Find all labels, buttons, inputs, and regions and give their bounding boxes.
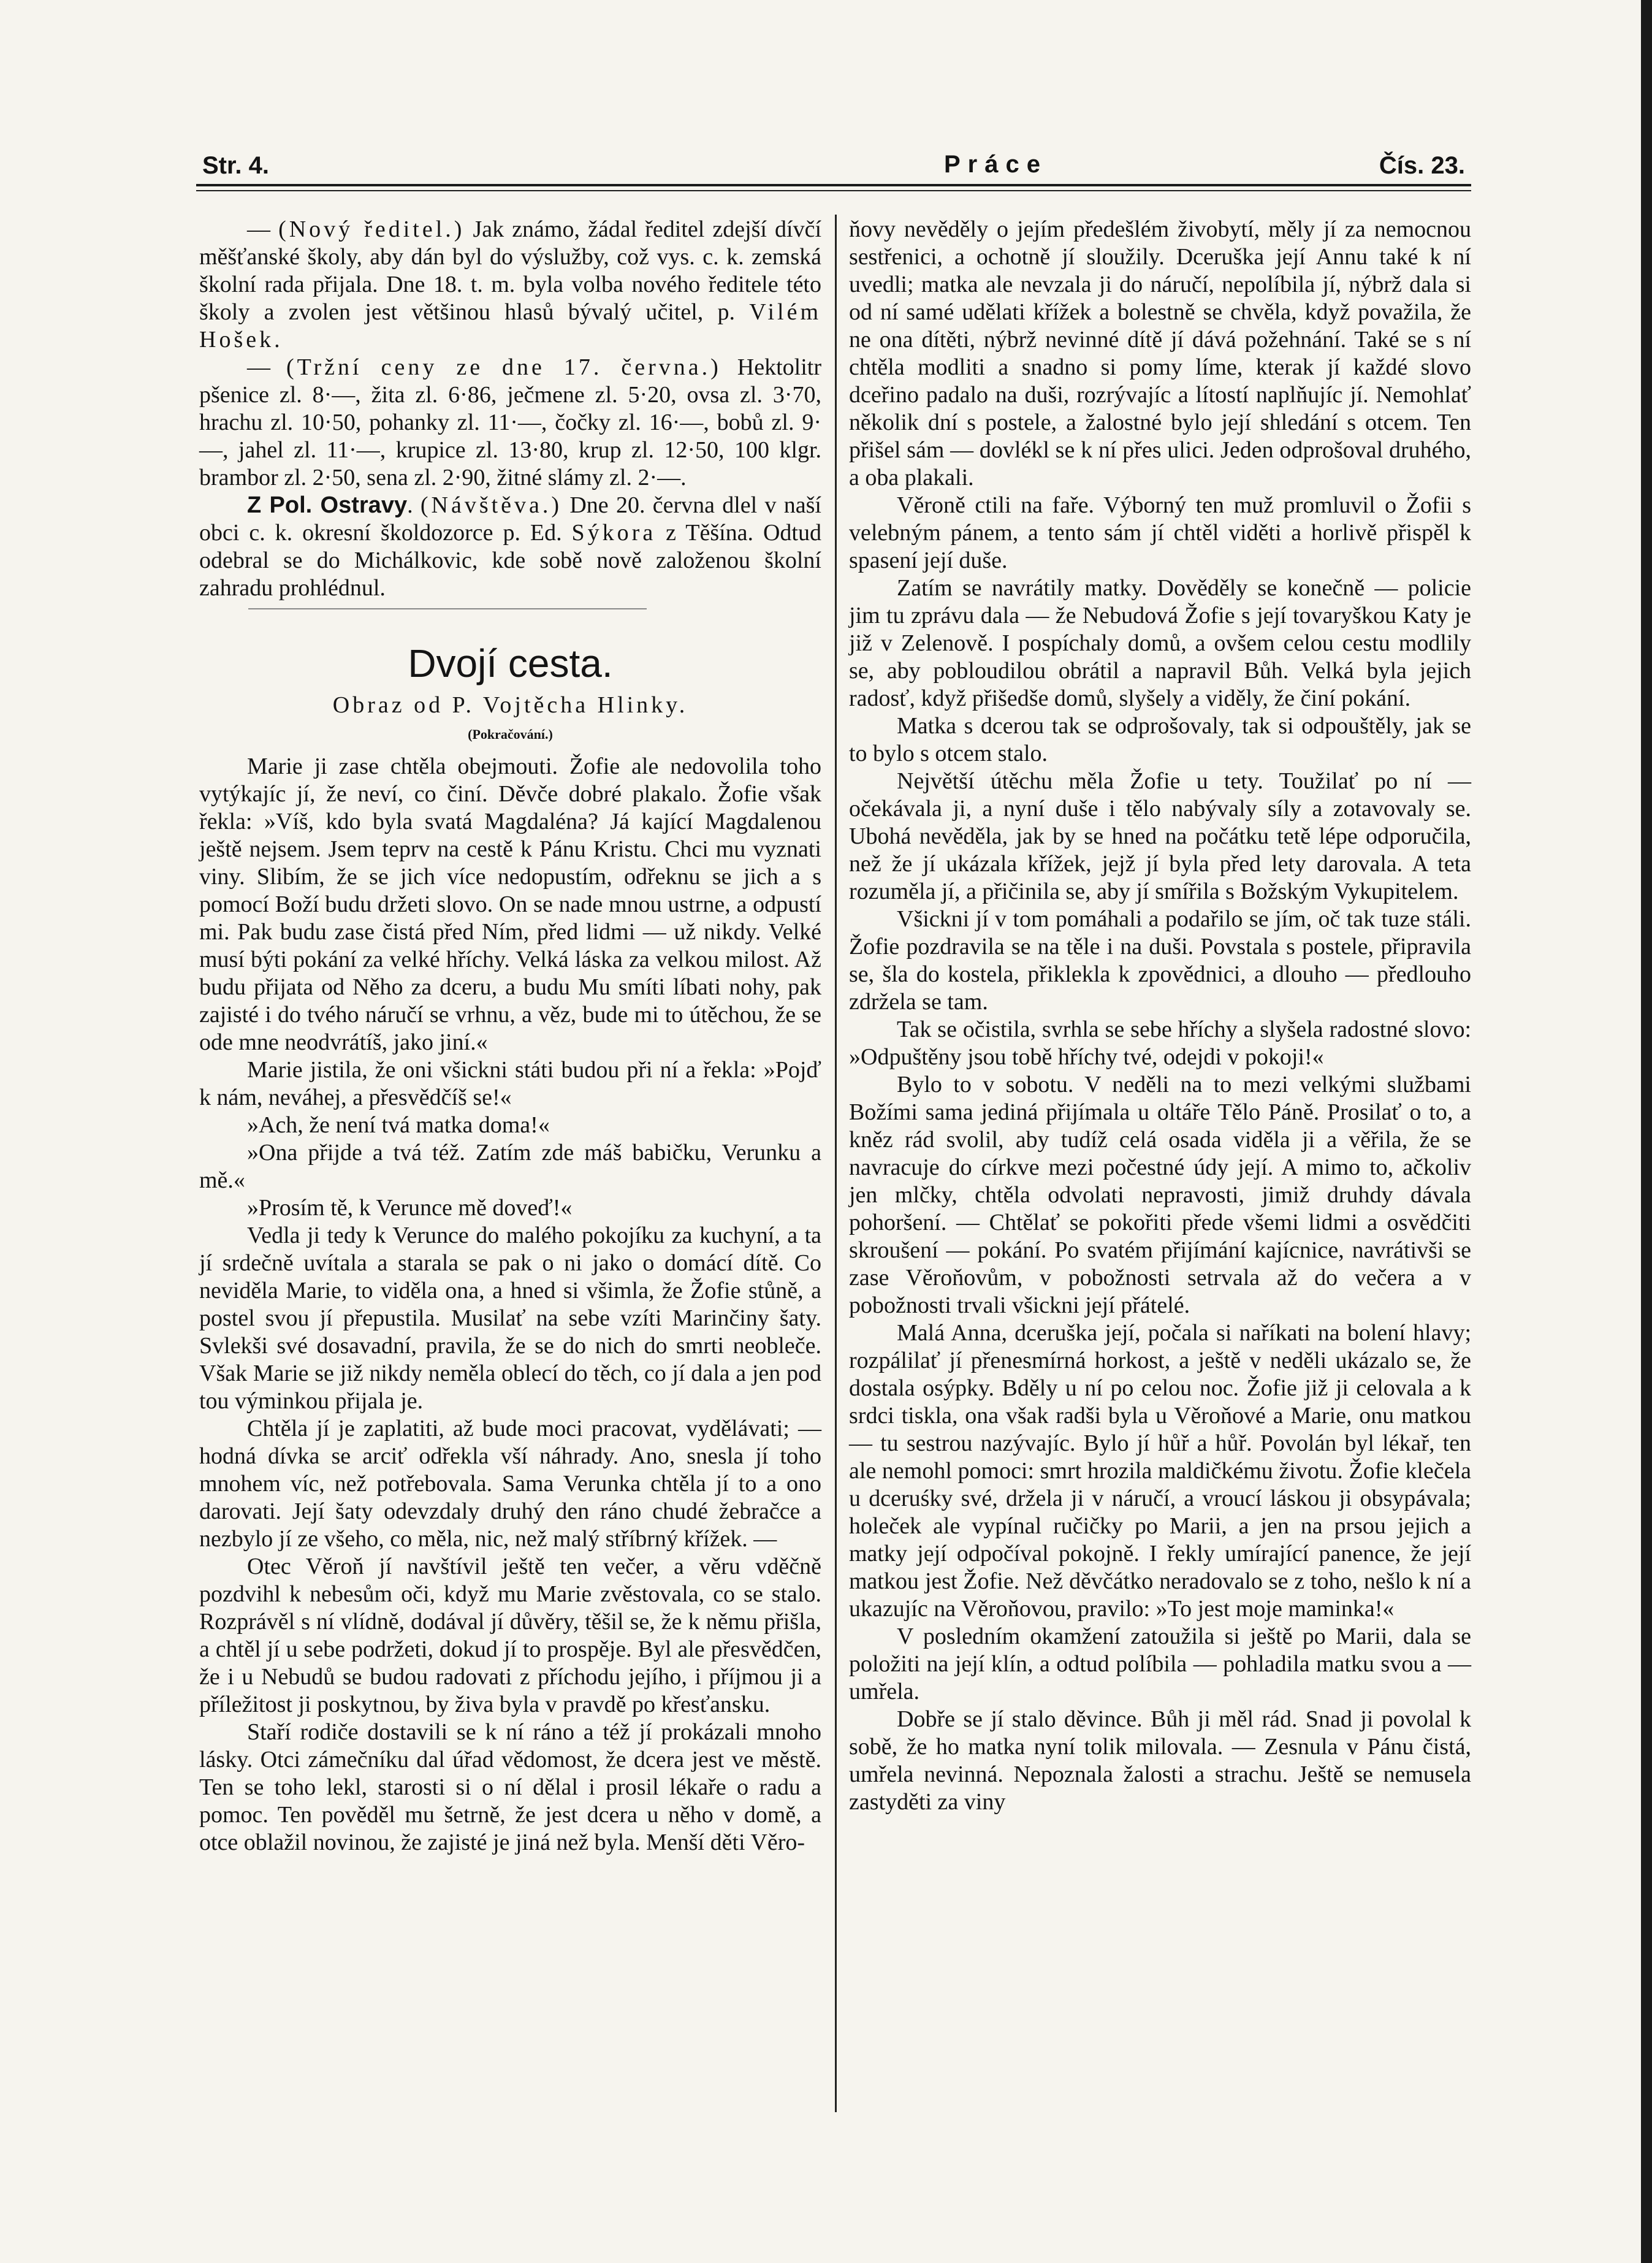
article-paragraph: Matka s dcerou tak se odprošovaly, tak si odpouštěly, jak se to bylo s otcem stalo. xyxy=(849,713,1471,766)
article-paragraph: Chtěla jí je zaplatiti, až bude moci pracovat, vydělávati; — hodná dívka se arciť odřekla vší náhrady. Ano, snesla jí toho mnohem víc, než potřebovala. Sama Verunka chtěla jí to a ono darovati. Její šaty odevzdaly druhý den ráno chudé žebračce a nezbylo jí ze všeho, co měla, nic, než malý stříbrný křížek. — xyxy=(199,1416,821,1552)
column-divider xyxy=(835,215,837,2112)
article-paragraph: Marie ji zase chtěla obejmouti. Žofie ale nedovolila toho vytýkajíc jí, že neví, co činí. Děvče dobré plakalo. Žofie však řekla: »Víš, kdo byla svatá Magdaléna? Já kající Magdalenou ještě nejsem. Jsem teprv na cestě k Pánu Kristu. Chci mu vyznati viny. Slibím, že se jich více nedopustím, odřeknu se jich a s pomocí Boží budu držeti slovo. On se nade mnou ustrne, a odpustí mi. Pak budu zase čistá před Ním, před lidmi — už nikdy. Velké musí býti pokání za velké hříchy. Velká láska za velkou milost. Až budu přijata od Něho za dceru, a budu Mu smíti líbati nohy, pak zajisté i do tvého náručí se vrhnu, a věz, bude mi to útěchou, že se ode mne neodvrátíš, jako jiní.« xyxy=(199,754,821,1055)
article-paragraph: Největší útěchu měla Žofie u tety. Toužilať po ní — očekávala ji, a nyní duše i tělo nabývaly síly a zotavovaly se. Ubohá nevěděla, jak by se hned na počátku tetě lépe odporučila, než že jí ukázala křížek, jejž jí byla před lety darovala. A teta rozuměla jí, a přičinila se, aby jí smířila s Božským Vykupitelem. xyxy=(849,768,1471,904)
article-paragraph: Dobře se jí stalo děvince. Bůh ji měl rád. Snad ji povolal k sobě, že ho matka nyní tolik milovala. — Zesnula v Pánu čistá, umřela nevinná. Nepoznala žalosti a strachu. Ještě se nemusela zastyděti za viny xyxy=(849,1706,1471,1815)
article-title: Dvojí cesta. xyxy=(408,641,613,685)
article-paragraph: Tak se očistila, svrhla se sebe hříchy a slyšela radostné slovo: »Odpuštěny jsou tobě hříchy tvé, odejdi v pokoji!« xyxy=(849,1017,1471,1070)
article-paragraph: Bylo to v sobotu. V neděli na to mezi velkými službami Božími sama jediná přijímala u oltáře Tělo Páně. Prosilať o to, a kněz rád svolil, aby tudíž celá osada viděla ji a věřila, že se navracuje do církve mezi počestné údy její. A mimo to, ačkoliv jen mlčky, chtěla odvolati nepravosti, jimiž druhdy dávala pohoršení. — Chtělať se pokořiti přede všemi lidmi a osvědčiti skroušení — pokání. Po svatém přijímání kajícnice, navrátivši se zase Věroňovům, v pobožnosti setrvala až do večera a v pobožnosti trvali všickni její přátelé. xyxy=(849,1072,1471,1318)
article-paragraph: Marie jistila, že oni všickni státi budou při ní a řekla: »Pojď k nám, neváhej, a přesvědčíš se!« xyxy=(199,1057,821,1110)
header-rule-thin xyxy=(196,190,1471,191)
news-item-market-prices: — (Tržní ceny ze dne 17. června.) Hektolitr pšenice zl. 8·—, žita zl. 6·86, ječmene zl. 5·20, ovsa zl. 3·70, hrachu zl. 10·50, pohanky zl. 11·—, čočky zl. 16·—, bobů zl. 9·—, jahel zl. 11·—, krupice zl. 13·80, krup zl. 12·50, 100 klgr. brambor zl. 2·50, sena zl. 2·90, žitné slámy zl. 2·—. xyxy=(199,354,821,490)
right-column xyxy=(849,216,1471,1816)
header-rule xyxy=(196,184,1471,186)
article-paragraph: »Prosím tě, k Verunce mě doveď!« xyxy=(247,1195,573,1221)
scan-border xyxy=(1641,0,1652,2263)
article-paragraph: Malá Anna, dceruška její, počala si naříkati na bolení hlavy; rozpálilať jí přenesmírná horkost, a ještě v neděli ukázalo se, že dostala osýpky. Bděly u ní po celou noc. Žofie již ji celovala a k srdci tiskla, ona však radši byla u Věroňové a Marie, onu matkou — tu sestrou nazývajíc. Bylo jí hůř a hůř. Povolán byl lékař, ten ale nemohl pomoci: smrt hrozila maldičkému životu. Žofie klečela u dceruśky své, držela ji v náručí, a vroucí láskou ji obsypávala; holeček ale vypínal ručičky po Marii, a jen na prsou jejich a matky její odpočíval pokojně. I řekly umírající panence, že její matkou jest Žofie. Než děvčátko neradovalo se z toho, nešlo k ní a ukazujíc na Věroňovou, pravilo: »To jest moje maminka!« xyxy=(849,1320,1471,1622)
news-item-ostrava-visit: Z Pol. Ostravy. (Návštěva.) Dne 20. června dlel v naší obci c. k. okresní školdozorce p. Ed. Sýkora z Těšína. Odtud odebral se do Michálkovic, kde sobě nově založenou školní zahradu prohlédnul. xyxy=(199,492,821,601)
news-person-name: Vilém Hošek xyxy=(199,299,821,353)
article-paragraph: Věroně ctili na faře. Výborný ten muž promluvil o Žofii s velebným pánem, a tento sám jí chtěl viděti a horlivě přispěl k spasení její duše. xyxy=(849,492,1471,573)
news-heading: (Návštěva.) xyxy=(420,492,563,518)
news-item-new-director: — (Nový ředitel.) Jak známo, žádal ředitel zdejší dívčí měšťanské školy, aby dán byl do výslužby, což vys. c. k. zemská školní rada přijala. Dne 18. t. m. byla volba nového ředitele této školy a zvolen jest většinou hlasů bývalý učitel, p. Vilém Hošek. xyxy=(199,216,822,353)
article-paragraph: Vedla ji tedy k Verunce do malého pokojíku za kuchyní, a ta jí srdečně uvítala a starala se pak o ni jako o domácí dítě. Co neviděla Marie, to viděla ona, a hned si všimla, že Žofie stůně, a postel svou jí přepustila. Musilať na sebe vzíti Marinčiny šaty. Svlekši své dosavadní, pravila, že se do nich do smrti neobleče. Však Marie se již nikdy neměla oblecí do těch, co jí dala a jen pod tou výminkou přijala je. xyxy=(199,1223,821,1414)
page-number: Str. 4. xyxy=(202,152,269,179)
article-paragraph: »Ach, že není tvá matka doma!« xyxy=(247,1112,550,1138)
page-header xyxy=(190,148,1471,185)
article-byline: Obraz od P. Vojtěcha Hlinky. xyxy=(332,692,688,718)
news-place: Z Pol. Ostravy xyxy=(247,492,408,518)
article-paragraph: Otec Věroň jí navštívil ještě ten večer, a věru vděčně pozdvihl k nebesům oči, když mu Marie zvěstovala, co se stalo. Rozprávěl s ní vlídně, dodával jí důvěry, těšil se, že k němu přišla, a chtěl jí u sebe podržeti, dokud jí to prospěje. Byl ale přesvědčen, že i u Nebudů se budou radovati z příchodu jejího, i příjmou ji a příležitost ji poskytnou, by živa byla v pravdě po křesťansku. xyxy=(199,1554,821,1717)
article-paragraph: ňovy nevěděly o jejím předešlém živobytí, měly jí za nemocnou sestřenici, a ochotně jí sloužily. Dceruška její Annu také k ní uvedli; matka ale nevzala ji do náručí, nepolíbila jí, nýbrž dala si od ní samé udělati křížek a bolestně se chvěla, když považila, že ne ona dítěti, nýbrž nevinné dítě jí dává požehnání. Také se s ní chtěla modliti a snadno si pomy líme, kterak jí každé slovo dceřino padalo na duši, rozrývajíc a lítostí naplňujíc jí. Nemohlať několik dní s postele, a žalostné bylo její shledání s otcem. Ten přišel sám — dovlékl se k ní přes ulici. Jeden odprošoval druhého, a oba plakali. xyxy=(849,216,1471,490)
section-rule xyxy=(248,608,647,609)
continued-note: (Pokračování.) xyxy=(468,727,553,742)
article-paragraph: V posledním okamžení zatoužila si ještě po Marii, dala se položiti na její klín, a odtud políbila — pohladila matku svou a — umřela. xyxy=(849,1624,1471,1704)
issue-number: Čís. 23. xyxy=(1379,152,1465,179)
article-paragraph: Zatím se navrátily matky. Dověděly se konečně — policie jim tu zprávu dala — že Nebudová Žofie s její tovaryškou Katy je již v Zelenově. I pospíchaly domů, a ovšem celou cestu modlily se, aby pobloudilou obrátil a napravil Bůh. Velká byla jejich radosť, když přišedše domů, slyšely a viděly, že činí pokání. xyxy=(849,575,1471,711)
newspaper-title: Práce xyxy=(944,151,1048,178)
article-paragraph: »Ona přijde a tvá též. Zatím zde máš babičku, Verunku a mě.« xyxy=(199,1140,821,1193)
news-person-name: Sýkora xyxy=(571,520,657,546)
news-heading: (Tržní ceny ze dne 17. června.) xyxy=(286,354,721,380)
left-column xyxy=(199,216,821,1857)
news-heading: (Nový ředitel.) xyxy=(278,216,465,242)
article-paragraph: Staří rodiče dostavili se k ní ráno a též jí prokázali mnoho lásky. Otci zámečníku dal úřad vědomost, že dcera jest ve městě. Ten se toho lekl, starosti si o ní dělal i prosil lékaře o radu a pomoc. Ten pověděl mu šetrně, že jest dcera u něho v domě, a otce oblažil novinou, že zajisté je jiná než byla. Menší děti Věro- xyxy=(199,1719,821,1855)
article-paragraph: Všickni jí v tom pomáhali a podařilo se jím, oč tak tuze stáli. Žofie pozdravila se na těle i na duši. Povstala s postele, připravila se, šla do kostela, přiklekla k zpovědnici, a dlouho — předlouho zdržela se tam. xyxy=(849,906,1471,1015)
